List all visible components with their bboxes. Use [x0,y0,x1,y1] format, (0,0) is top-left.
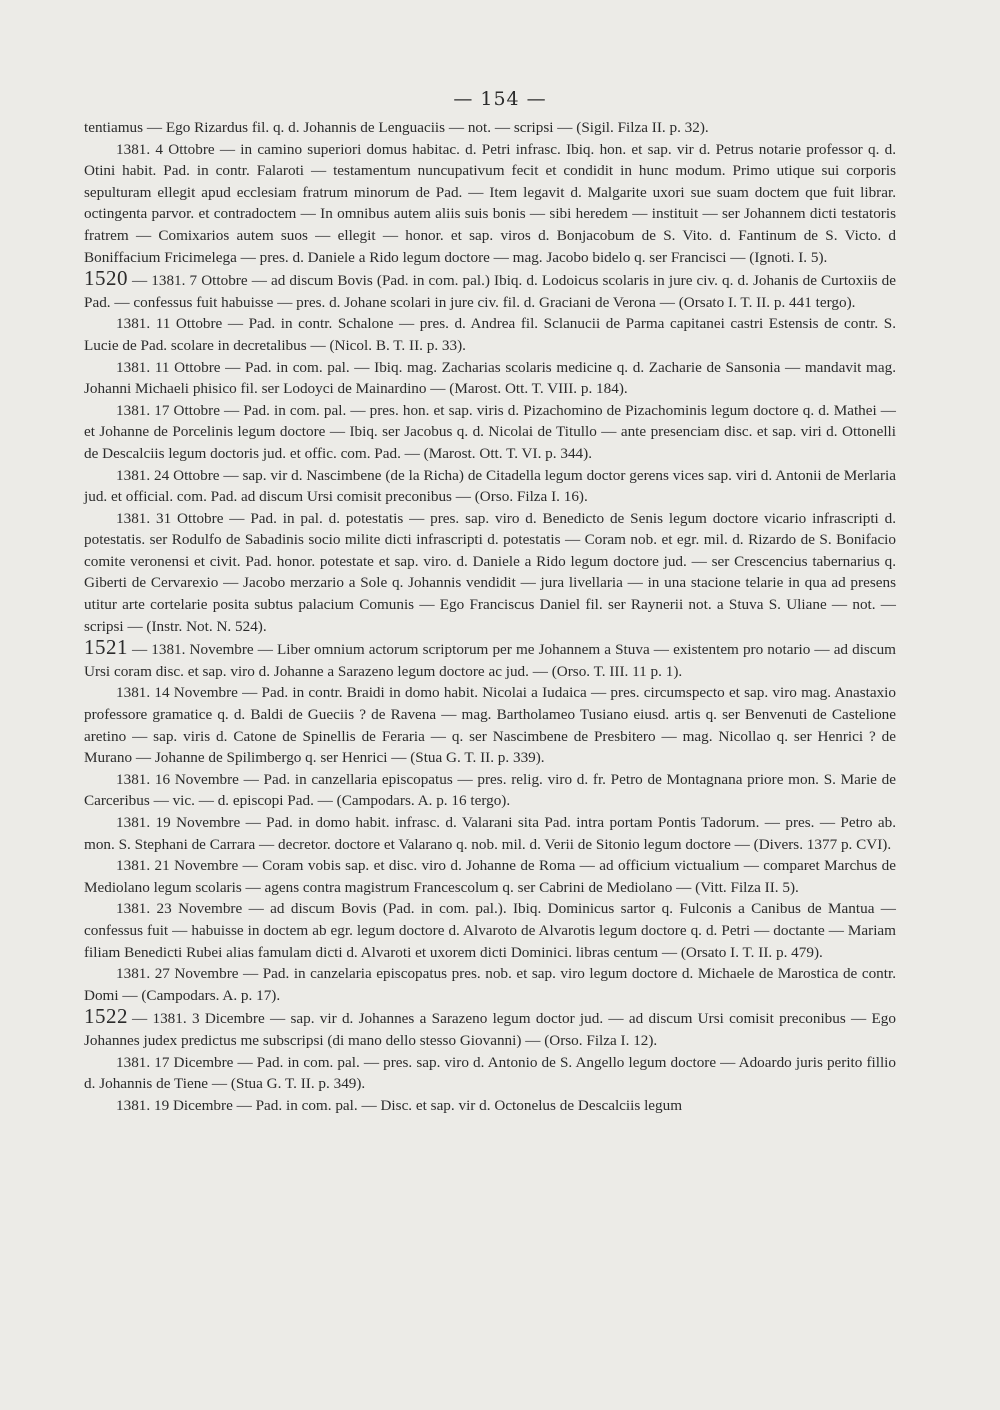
page-number: — 154 — [453,88,547,110]
text-paragraph [84,1095,896,1117]
document-entry [84,1006,896,1051]
document-number: 1522 [84,1004,128,1029]
paragraph-text: 1381. 11 Ottobre — Pad. in contr. Schalone — pres. d. Andrea fil. Sclanucii de Parma capitanei castri Estensis de contr. S. Lucie de Pad. scolare in decretalibus — (Nicol. B. T. II. p. 33). [84,315,896,354]
text-paragraph [84,117,896,139]
text-paragraph [84,139,896,269]
text-paragraph [84,769,896,812]
paragraph-text: 1381. 31 Ottobre — Pad. in pal. d. potestatis — pres. sap. viro d. Benedicto de Senis legum doctore vicario infrascripti d. potestatis. ser Rodulfo de Sabadinis socio milite dicti infrascripti d. potestatis — Coram nob. et egr. mil. d. Rizardo de S. Bonifacio comite veronensi et civit. Pad. honor. potestate et sap. viro. d. Daniele a Rido legum doctore jud. — ser Crescencius tabernarius q. Giberti de Cervarexio — Jacobo merzario a Sole q. Johannis vendidit — jura livellaria — in una stacione telarie in qua ad presens utitur arte cortelarie posita subtus palacium Comunis — Ego Franciscus Daniel fil. ser Raynerii not. a Stuva S. Uliane — not. — scripsi — (Instr. Not. N. 524). [84,509,896,635]
paragraph-text: 1381. 11 Ottobre — Pad. in com. pal. — Ibiq. mag. Zacharias scolaris medicine q. d. Zacharie de Sansonia — mandavit mag. Johanni Michaeli phisico fil. ser Lodoyci de Mainardino — (Marost. Ott. T. VIII. p. 184). [84,358,896,398]
paragraph-text: 1381. 27 Novembre — Pad. in canzelaria episcopatus pres. nob. et sap. viro legum doctore d. Michaele de Marostica de contr. Domi — (Campodars. A. p. 17). [84,965,896,1004]
document-number: 1520 [84,266,128,291]
text-paragraph [84,508,896,638]
document-entry [84,637,896,682]
paragraph-text: 1381. 4 Ottobre — in camino superiori domus habitac. d. Petri infrasc. Ibiq. hon. et sap. vir d. Petrus notarie professor q. d. Otini habit. Pad. in contr. Falaroti — testamentum nuncupativum fecit et condidit in hunc modum. Primo utique sui corporis sepulturam ellegit apud ecclesiam fratrum minorum de Pad. — Item legavit d. Malgarite uxori sue suam doctem que fuit librar. octingenta parvor. et contradoctem — In omnibus autem aliis suis bonis — sibi heredem — instituit — ser Johannem dicti testatoris fratrem — Comixarios autem suos — ellegit — honor. et sap. viros d. Bonjacobum de S. Vito. d. Fantinum de S. Victo. d Boniffacium Fricimelega — pres. d. Daniele a Rido legum doctore — mag. Jacobo bidelo q. ser Francisci — (Ignoti. I. 5). [84,140,896,266]
text-paragraph [84,812,896,855]
document-entry [84,268,896,313]
paragraph-text: 1381. 16 Novembre — Pad. in canzellaria episcopatus — pres. relig. viro d. fr. Petro de Montagnana priore mon. S. Marie de Carceribus — vic. — d. episcopi Pad. — (Campodars. A. p. 16 tergo). [84,770,896,810]
text-paragraph [84,313,896,356]
paragraph-text: 1381. 24 Ottobre — sap. vir d. Nascimbene (de la Richa) de Citadella legum doctor gerens vices sap. viri d. Antonii de Merlaria jud. et official. com. Pad. ad discum Ursi comisit preconibus — (Orso. Filza I. 16). [84,466,896,506]
paragraph-text: 1381. 21 Novembre — Coram vobis sap. et disc. viro d. Johanne de Roma — ad officium victualium — comparet Marchus de Mediolano legum scolaris — agens contra magistrum Francescolum q. ser Cabrini de Mediolano — (Vitt. Filza II. 5). [84,857,896,896]
document-body [84,117,896,1116]
paragraph-text: — 1381. 3 Dicembre — sap. vir d. Johannes a Sarazeno legum doctor jud. — ad discum Ursi comisit preconibus — Ego Johannes judex predictus me subscripsi (di mano dello stesso Giovanni) — (Orso. Filza I. 12). [84,1010,896,1049]
text-paragraph [84,898,896,963]
document-number: 1521 [84,635,128,660]
text-paragraph [84,682,896,768]
text-paragraph [84,357,896,400]
paragraph-text: — 1381. 7 Ottobre — ad discum Bovis (Pad. in com. pal.) Ibiq. d. Lodoicus scolaris in jure civ. q. d. Johanis de Curtoxiis de Pad. — confessus fuit habuisse — pres. d. Johane scolari in jure civ. fil. d. Graciani de Verona — (Orsato I. T. II. p. 441 tergo). [84,272,896,311]
paragraph-text: — 1381. Novembre — Liber omnium actorum scriptorum per me Johannem a Stuva — existentem pro notario — ad discum Ursi coram disc. et sap. viro d. Johanne a Sarazeno legum doctore ac jud. — (Orso. T. III. 11 p. 1). [84,641,896,680]
text-paragraph [84,400,896,465]
text-paragraph [84,963,896,1006]
paragraph-text: 1381. 19 Dicembre — Pad. in com. pal. — Disc. et sap. vir d. Octonelus de Descalciis legum [116,1096,683,1114]
paragraph-text: 1381. 14 Novembre — Pad. in contr. Braidi in domo habit. Nicolai a Iudaica — pres. circumspecto et sap. viro mag. Anastaxio professore gramatice q. d. Baldi de Gueciis ? de Ravena — mag. Bartholameo Tusiano eiusd. artis q. ser Benvenuti de Castelione aretino — sap. viris d. Catone de Spinellis de Feraria — q. ser Nascimbene de Presbitero — mag. Nicollao q. ser Henrici ? de Murano — Johanne de Spilimbergo q. ser Henrici — (Stua G. T. II. p. 339). [84,684,896,767]
paragraph-text: 1381. 17 Dicembre — Pad. in com. pal. — pres. sap. viro d. Antonio de S. Angello legum doctore — Adoardo juris perito fillio d. Johannis de Tiene — (Stua G. T. II. p. 349). [84,1053,896,1093]
paragraph-text: tentiamus — Ego Rizardus fil. q. d. Johannis de Lenguaciis — not. — scripsi — (Sigil. Filza II. p. 32). [84,119,709,136]
paragraph-text: 1381. 17 Ottobre — Pad. in com. pal. — pres. hon. et sap. viris d. Pizachomino de Pizachominis legum doctore q. d. Mathei — et Johanne de Porcelinis legum doctore — Ibiq. ser Jacobus q. d. Nicolai de Titullo — ante presenciam disc. et sap. viri d. Ottonelli de Descalciis legum doctoris jud. et offic. com. Pad. — (Marost. Ott. T. VI. p. 344). [84,401,896,462]
text-paragraph [84,1052,896,1095]
text-paragraph [84,465,896,508]
paragraph-text: 1381. 19 Novembre — Pad. in domo habit. infrasc. d. Valarani sita Pad. intra portam Pontis Tadorum. — pres. — Petro ab. mon. S. Stephani de Carrara — decretor. doctore et Valarano q. nob. mil. d. Verii de Sitonio legum doctore — (Divers. 1377 p. CVI). [84,814,896,853]
text-paragraph [84,855,896,898]
paragraph-text: 1381. 23 Novembre — ad discum Bovis (Pad. in com. pal.). Ibiq. Dominicus sartor q. Fulconis a Canibus de Mantua — confessus fuit — habuisse in doctem ab egr. legum doctore d. Alvaroto de Alvarotis legum doctore q. d. Petri — doctante — Mariam filiam Benedicti Rubei alias famulam dicti d. Alvaroti et uxorem dicti Dominici. libras centum — (Orsato I. T. II. p. 479). [84,900,896,961]
